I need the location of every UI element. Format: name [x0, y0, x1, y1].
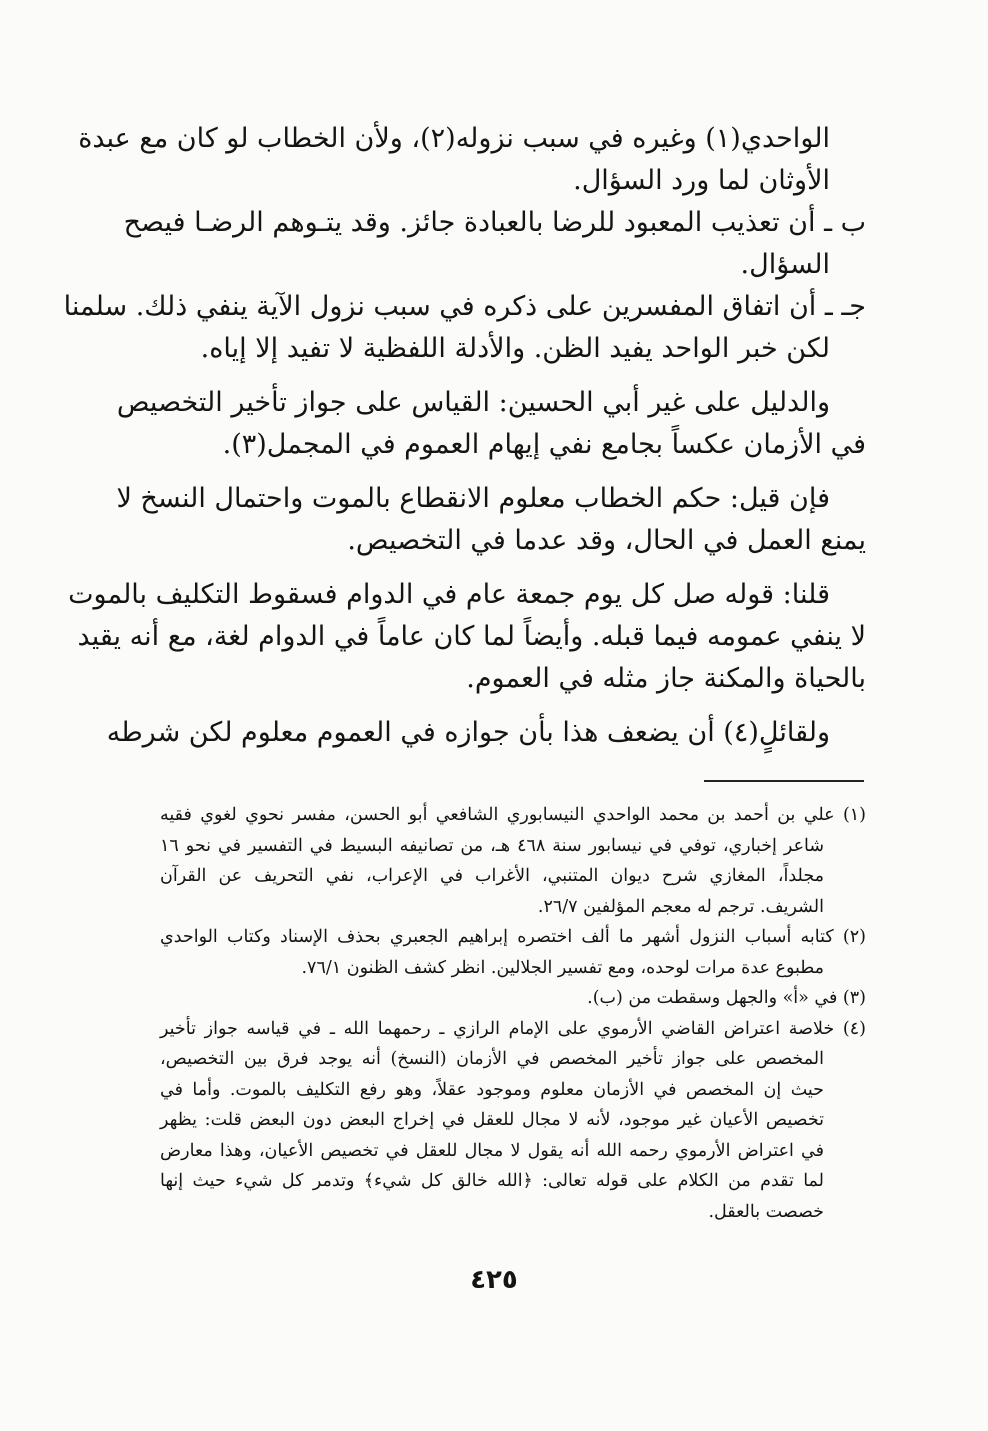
footnote-line: لما تقدم من الكلام على قوله تعالى: ﴿الله خالق كل شيء﴾ وتدمر كل شيء حيث إنها	[160, 1171, 824, 1191]
footnote-line: (٣) في «أ» والجهل وسقطت من (ب).	[587, 988, 866, 1008]
footnote-line: خصصت بالعقل.	[708, 1201, 824, 1222]
paragraph-line: والدليل على غير أبي الحسين: القياس على جواز تأخير التخصيص	[116, 387, 830, 418]
list-item-b: ب ـ أن تعذيب المعبود للرضا بالعبادة جائز. وقد يتـوهم الرضـا فيصح	[123, 207, 866, 238]
text-line: الأوثان لما ورد السؤال.	[573, 165, 830, 196]
page-number: ٤٢٥	[470, 1265, 518, 1295]
main-text	[63, 118, 866, 754]
footnote-line: حيث إن المخصص في الأزمان معلوم وموجود عقلاً، وهو رفع التكليف بالموت. وأما في	[160, 1079, 824, 1100]
list-item-jim: جـ ـ أن اتفاق المفسرين على ذكره في سبب نزول الآية ينفي ذلك. سلمنا	[63, 291, 866, 322]
footnote-line: المخصص على جواز تأخير المخصص في الأزمان (النسخ) أنه يوجد فرق بين التخصيص،	[160, 1049, 824, 1069]
footnote-separator	[704, 780, 864, 782]
footnote-line: مجلداً، المغازي شرح ديوان المتنبي، الأغراب في الإعراب، نفي التحريف عن القرآن	[160, 866, 824, 886]
paragraph-line: لا ينفي عمومه فيما قبله. وأيضاً لما كان عاماً في الدوام لغة، مع أنه يقيد	[77, 621, 866, 652]
footnote-line: مطبوع عدة مرات لوحده، ومع تفسير الجلالين. انظر كشف الظنون ٧٦/١.	[301, 957, 824, 978]
text-line: الواحدي(١) وغيره في سبب نزوله(٢)، ولأن الخطاب لو كان مع عبدة	[78, 123, 830, 154]
footnote-line: شاعر إخباري، توفي في نيسابور سنة ٤٦٨ هـ، من تصانيفه البسيط في التفسير في نحو ١٦	[160, 835, 824, 856]
footnote-line: (١) علي بن أحمد بن محمد الواحدي النيسابوري الشافعي أبو الحسن، مفسر نحوي لغوي فقيه	[160, 805, 866, 825]
paragraph-line: فإن قيل: حكم الخطاب معلوم الانقطاع بالموت واحتمال النسخ لا	[116, 483, 830, 514]
text-line: لكن خبر الواحد يفيد الظن. والأدلة اللفظية لا تفيد إلا إياه.	[200, 333, 830, 364]
footnote-line: في اعتراض الأرموي رحمه الله أنه يقول لا مجال للعقل في تخصيص الأعيان، وهذا معارض	[160, 1140, 824, 1161]
paragraph-line: قلنا: قوله صل كل يوم جمعة عام في الدوام فسقوط التكليف بالموت	[68, 579, 830, 610]
footnote-line: (٤) خلاصة اعتراض القاضي الأرموي على الإمام الرازي ـ رحمهما الله ـ في قياسه جواز تأخير	[160, 1018, 866, 1039]
footnote-line: (٢) كتابه أسباب النزول أشهر ما ألف اختصره إبراهيم الجعبري بحذف الإسناد وكتاب الواحدي	[160, 927, 866, 947]
footnote-line: تخصيص الأعيان غير موجود، لأنه لا مجال للعقل في إخراج البعض دون البعض قلت: يظهر	[160, 1110, 824, 1130]
text-line: السؤال.	[740, 249, 830, 280]
paragraph-line: بالحياة والمكنة جاز مثله في العموم.	[466, 663, 866, 694]
footnote-line: الشريف. ترجم له معجم المؤلفين ٢٦/٧.	[537, 896, 824, 917]
paragraph-line: يمنع العمل في الحال، وقد عدما في التخصيص.	[347, 525, 866, 556]
footnotes	[160, 800, 866, 1227]
paragraph-line: في الأزمان عكساً بجامع نفي إيهام العموم في المجمل(٣).	[222, 429, 866, 460]
paragraph-line: ولقائلٍ(٤) أن يضعف هذا بأن جوازه في العموم معلوم لكن شرطه	[106, 717, 830, 748]
